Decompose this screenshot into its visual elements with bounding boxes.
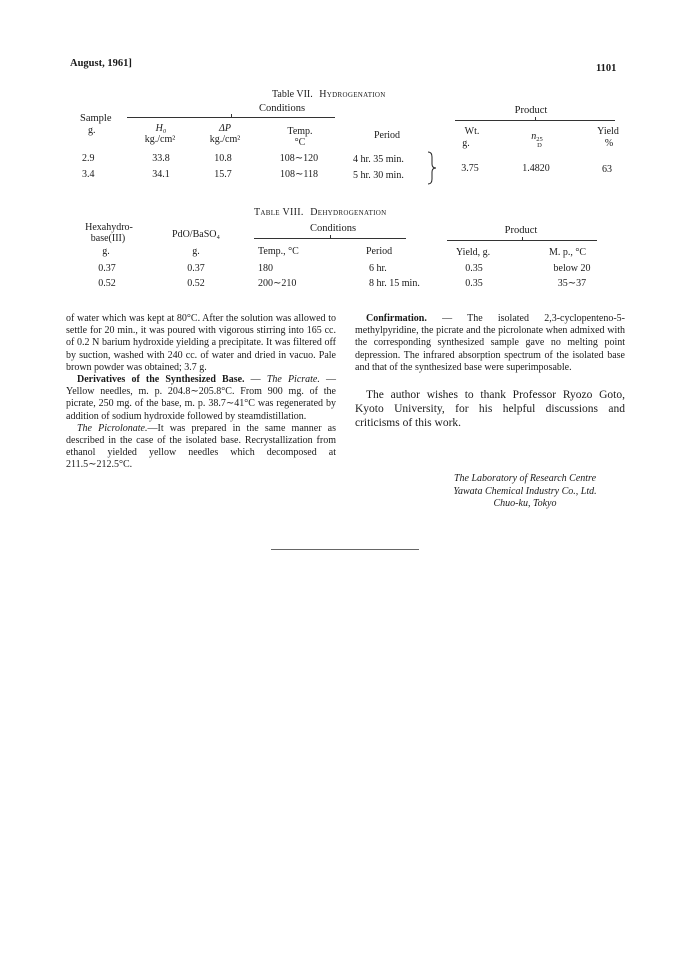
nd-subscript: D (537, 142, 542, 149)
table-viii-col-hexahydrobase-2: base(III) (90, 233, 126, 244)
table-vii-number: Table VII. (272, 89, 313, 100)
cell-period: 6 hr. (369, 263, 387, 274)
table-viii-title (254, 207, 387, 218)
cell-hexahydrobase: 0.37 (98, 263, 116, 274)
table-vii-product-brace (455, 120, 615, 121)
paragraph-confirmation (355, 313, 625, 374)
table-vii-col-sample-unit: g. (88, 125, 96, 136)
row-group-brace (427, 151, 437, 185)
cell-temp: 108∼120 (279, 153, 319, 164)
nd-symbol: n (531, 131, 537, 142)
affiliation-line-3: Chuo-ku, Tokyo (493, 498, 557, 509)
cell-period: 8 hr. 15 min. (369, 278, 420, 289)
cell-period: 4 hr. 35 min. (353, 154, 404, 165)
table-viii-product-heading: Product (504, 225, 538, 236)
paragraph-picrolonate (66, 423, 336, 472)
heading-dash: — (244, 374, 267, 386)
paragraph-derivatives (66, 374, 336, 423)
table-viii-col-yield: Yield, g. (456, 247, 491, 258)
running-header-date: August, 1961] (70, 58, 132, 69)
cell-catalyst: 0.52 (187, 278, 205, 289)
table-viii-name: Dehydrogenation (310, 207, 387, 218)
table-vii-col-temp: Temp. (287, 126, 313, 137)
cell-temp: 200∼210 (258, 278, 297, 289)
table-vii-col-yield-unit: % (604, 138, 614, 149)
cell-mp: below 20 (553, 263, 591, 274)
table-viii-col-catalyst: PdO/BaSO₄ (172, 229, 220, 240)
paragraph-experimental-continuation: of water which was kept at 80°C. After the solution was allowed to settle for 20 min., it was poured with vigorous stirring into 165 cc. of 0.2 N barium hydroxide yielding a precipitate. It was filtered off by suction, washed with 240 cc. of water and dried in vacuo. Pale brown powder was obtained; 3.7 g. (66, 313, 336, 373)
cell-h0: 34.1 (152, 169, 170, 180)
cell-temp: 180 (258, 263, 273, 274)
table-viii-col-hexahydrobase: Hexahydro- (85, 222, 133, 233)
page-number: 1101 (596, 63, 617, 74)
table-viii-col-temp: Temp., °C (258, 246, 299, 257)
section-heading-confirmation: Confirmation. (366, 313, 427, 324)
picrate-text: — Yellow needles, m. p. 204.8∼205.8°C. From 900 mg. of the picrate, 250 mg. of the base, m. p. 38.7∼41°C was regenerated by addition of sodium hydroxide followed by steamdistillation. (66, 374, 337, 422)
cell-dp: 10.8 (214, 153, 232, 164)
cell-refractive-index: 1.4820 (522, 163, 550, 174)
left-column (66, 313, 336, 472)
affiliation (415, 473, 635, 511)
confirmation-text: — The isolated 2,3-cyclopenteno-5-methylpyridine, the picrate and the picrolonate when admixed with the corresponding synthesized sample gave no melting point depression. The infrared absorption spectrum of the isolated base and that of the synthesized base were superimposable. (355, 313, 625, 373)
cell-mp: 35∼37 (557, 278, 587, 289)
table-vii-conditions-heading: Conditions (258, 103, 306, 114)
table-vii-conditions-brace (127, 117, 335, 118)
cell-h0: 33.8 (152, 153, 170, 164)
table-viii-col-catalyst-unit: g. (192, 246, 200, 257)
table-vii-col-temp-unit: °C (294, 137, 306, 148)
table-vii-col-h0-unit: kg./cm² (144, 134, 176, 145)
affiliation-line-2: Yawata Chemical Industry Co., Ltd. (453, 485, 597, 497)
table-vii-col-dp: ΔP (219, 123, 231, 134)
table-viii-col-hexahydrobase-unit: g. (102, 246, 110, 257)
table-vii-col-dp-unit: kg./cm² (209, 134, 241, 145)
cell-yield: 63 (602, 164, 612, 175)
cell-sample: 2.9 (82, 153, 95, 164)
table-viii-conditions-brace (254, 238, 406, 239)
table-viii-col-mp: M. p., °C (549, 247, 587, 258)
table-vii-col-yield: Yield (597, 126, 619, 137)
table-viii-conditions-heading: Conditions (309, 223, 357, 234)
subheading-picrolonate: The Picrolonate. (77, 422, 148, 434)
cell-period: 5 hr. 30 min. (353, 170, 404, 181)
right-column (355, 313, 625, 430)
picrolonate-text: —It was prepared in the same manner as described in the case of the isolated base. Recrystallization from ethanol yielded yellow needles which decomposed at 211.5∼212.5°C. (66, 422, 337, 471)
table-vii-product-heading: Product (514, 105, 548, 116)
table-viii-number: Table VIII. (254, 207, 304, 218)
table-vii-col-h0: H₀ (155, 123, 167, 134)
end-rule (271, 549, 419, 550)
table-vii-col-sample: Sample (80, 113, 112, 124)
cell-sample: 3.4 (82, 169, 95, 180)
table-vii-col-wt: Wt. (464, 126, 480, 137)
affiliation-line-1: The Laboratory of Research Centre (453, 473, 597, 484)
table-vii-col-period: Period (373, 130, 401, 141)
cell-weight: 3.75 (461, 163, 479, 174)
cell-catalyst: 0.37 (187, 263, 205, 274)
paragraph-acknowledgement: The author wishes to thank Professor Ryozo Goto, Kyoto University, for his helpful discussions and criticisms of this work. (355, 389, 625, 430)
cell-hexahydrobase: 0.52 (98, 278, 116, 289)
cell-temp: 108∼118 (279, 169, 319, 180)
cell-yield: 0.35 (465, 263, 483, 274)
nd-superscript: 25 (536, 136, 543, 143)
cell-dp: 15.7 (214, 169, 232, 180)
table-vii-name: Hydrogenation (319, 89, 386, 100)
table-vii-title (272, 89, 386, 100)
table-vii-col-wt-unit: g. (462, 138, 470, 149)
cell-yield: 0.35 (465, 278, 483, 289)
subheading-picrate: The Picrate. (266, 374, 320, 386)
table-viii-product-brace (447, 240, 597, 241)
table-viii-col-period: Period (366, 246, 393, 257)
table-vii-col-refractive-index (531, 131, 543, 149)
section-heading-derivatives: Derivatives of the Synthesized Base. (77, 374, 245, 386)
